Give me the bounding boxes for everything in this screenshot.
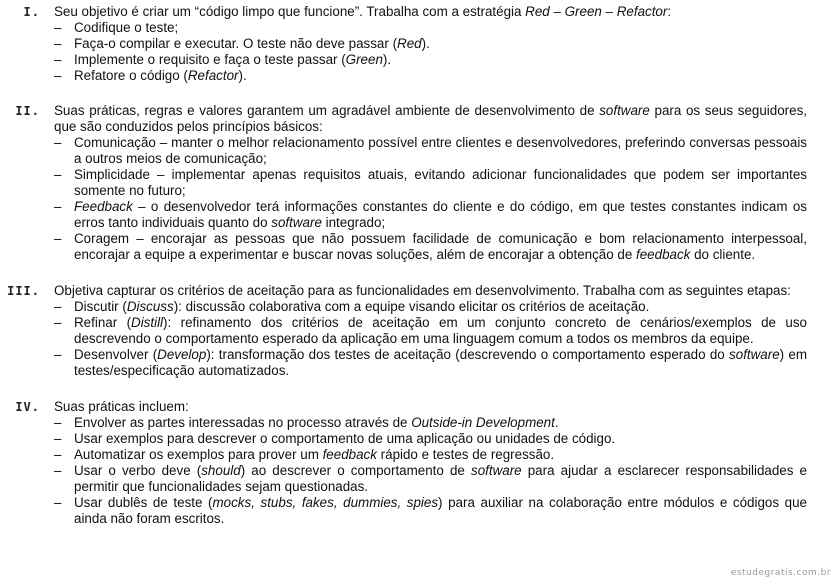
list-item: – Desenvolver (Develop): transformação dos testes de aceitação (descrevendo o comportamento esperado do software) em testes/especificação automatizados. <box>54 347 807 379</box>
list-item: – Refatore o código (Refactor). <box>54 68 807 84</box>
section-numeral: II. <box>15 104 40 118</box>
section-intro: Suas práticas incluem: <box>54 399 189 414</box>
section-i <box>0 4 837 84</box>
watermark: estudegratis.com.br <box>730 568 831 578</box>
bullet-list <box>54 415 807 527</box>
question-document <box>0 4 837 527</box>
list-item: – Coragem – encorajar as pessoas que não possuem facilidade de comunicação e bom relacionamento interpessoal, encorajar a equipe a experimentar e buscar novas soluções, além de encorajar a obtenção de feedback do cliente. <box>54 231 807 263</box>
section-intro: Suas práticas, regras e valores garantem um agradável ambiente de desenvolvimento de software para os seus seguidores, que são conduzidos pelos princípios básicos: <box>54 103 807 134</box>
list-item: – Refinar (Distill): refinamento dos critérios de aceitação em um conjunto concreto de cenários/exemplos de uso descrevendo o comportamento esperado da aplicação em uma linguagem comum a todos os membros da equipe. <box>54 315 807 347</box>
section-intro: Objetiva capturar os critérios de aceitação para as funcionalidades em desenvolvimento. Trabalha com as seguintes etapas: <box>54 283 791 298</box>
section-ii <box>0 103 837 263</box>
list-item: – Faça-o compilar e executar. O teste não deve passar (Red). <box>54 36 807 52</box>
list-item: – Codifique o teste; <box>54 20 807 36</box>
list-item: – Simplicidade – implementar apenas requisitos atuais, evitando adicionar funcionalidades que podem ser importantes somente no futuro; <box>54 167 807 199</box>
list-item: – Automatizar os exemplos para prover um feedback rápido e testes de regressão. <box>54 447 807 463</box>
bullet-list <box>54 299 807 379</box>
list-item: – Usar o verbo deve (should) ao descrever o comportamento de software para ajudar a esclarecer responsabilidades e permitir que funcionalidades sejam questionadas. <box>54 463 807 495</box>
list-item: – Envolver as partes interessadas no processo através de Outside-in Development. <box>54 415 807 431</box>
section-numeral: I. <box>23 5 40 19</box>
bullet-list <box>54 20 807 84</box>
list-item: – Implemente o requisito e faça o teste passar (Green). <box>54 52 807 68</box>
section-iii <box>0 283 837 379</box>
section-numeral: IV. <box>15 400 40 414</box>
section-numeral: III. <box>7 284 40 298</box>
section-iv <box>0 399 837 527</box>
section-intro: Seu objetivo é criar um “código limpo que funcione”. Trabalha com a estratégia Red – Green – Refactor: <box>54 4 672 19</box>
list-item: – Usar exemplos para descrever o comportamento de uma aplicação ou unidades de código. <box>54 431 807 447</box>
list-item: – Feedback – o desenvolvedor terá informações constantes do cliente e do código, em que testes constantes indicam os erros tanto individuais quanto do software integrado; <box>54 199 807 231</box>
list-item: – Comunicação – manter o melhor relacionamento possível entre clientes e desenvolvedores, preferindo conversas pessoais a outros meios de comunicação; <box>54 135 807 167</box>
list-item: – Usar dublês de teste (mocks, stubs, fakes, dummies, spies) para auxiliar na colaboração entre módulos e códigos que ainda não foram escritos. <box>54 495 807 527</box>
list-item: – Discutir (Discuss): discussão colaborativa com a equipe visando elicitar os critérios de aceitação. <box>54 299 807 315</box>
bullet-list <box>54 135 807 263</box>
